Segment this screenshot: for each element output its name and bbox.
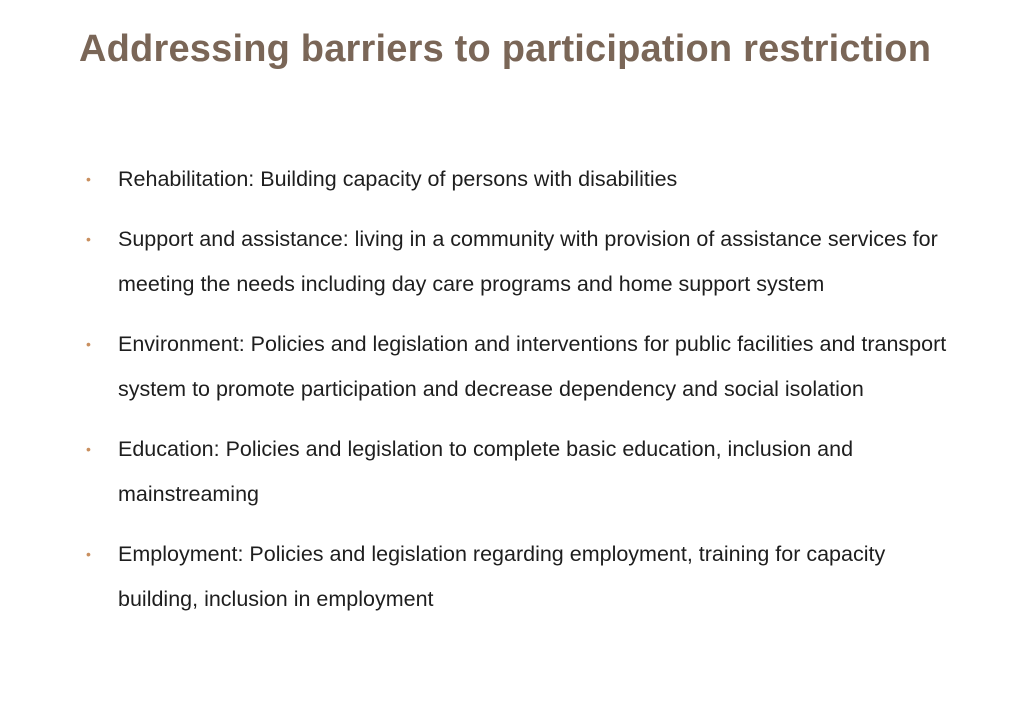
bullet-item-employment <box>0 532 1024 622</box>
bullet-item-support-assistance <box>0 217 1024 307</box>
bullet-text: Education: Policies and legislation to complete basic education, inclusion and mainstreaming <box>118 437 854 506</box>
bullet-text: Support and assistance: living in a community with provision of assistance services for meeting the needs including day care programs and home support system <box>118 227 938 296</box>
bullet-dot-icon: • <box>86 171 91 187</box>
bullet-text: Employment: Policies and legislation regarding employment, training for capacity building, inclusion in employment <box>118 542 886 611</box>
bullet-dot-icon: • <box>86 441 91 457</box>
slide-title: Addressing barriers to participation restriction <box>79 28 932 70</box>
bullet-dot-icon: • <box>86 546 91 562</box>
bullet-item-environment <box>0 322 1024 412</box>
bullet-dot-icon: • <box>86 231 91 247</box>
bullet-text: Environment: Policies and legislation and interventions for public facilities and transport system to promote participation and decrease dependency and social isolation <box>118 332 947 401</box>
bullet-text: Rehabilitation: Building capacity of persons with disabilities <box>118 167 678 191</box>
bullet-item-rehabilitation <box>0 157 1024 202</box>
bullet-item-education <box>0 427 1024 517</box>
bullet-dot-icon: • <box>86 336 91 352</box>
bullet-list <box>0 157 1024 637</box>
